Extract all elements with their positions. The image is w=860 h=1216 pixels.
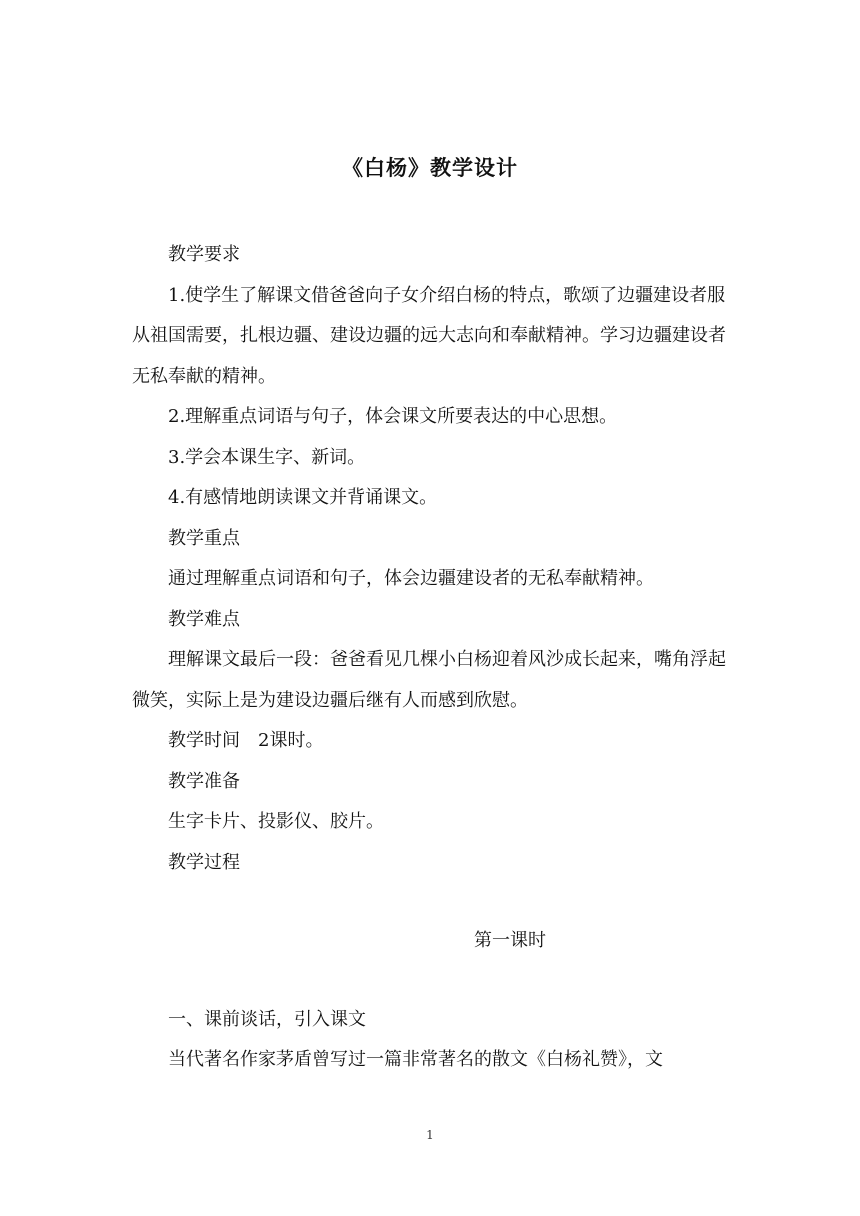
section-label-difficulties: 教学难点 xyxy=(168,608,240,630)
section-label-preparation: 教学准备 xyxy=(168,770,240,792)
requirement-item-1: 1.使学生了解课文借爸爸向子女介绍白杨的特点，歌颂了边疆建设者服从祖国需要，扎根边疆、建设边疆的远大志向和奉献精神。学习边疆建设者无私奉献的精神。 xyxy=(132,284,726,387)
document-title: 《白杨》教学设计 xyxy=(342,156,518,180)
section-label-teaching-requirements: 教学要求 xyxy=(168,244,240,265)
key-points-text: 通过理解重点词语和句子，体会边疆建设者的无私奉献精神。 xyxy=(168,568,654,589)
section-label-key-points: 教学重点 xyxy=(168,527,240,549)
lesson-heading: 第一课时 xyxy=(474,930,546,951)
step-text-1: 当代著名作家茅盾曾写过一篇非常著名的散文《白杨礼赞》，文 xyxy=(168,1049,663,1070)
preparation-text: 生字卡片、投影仪、胶片。 xyxy=(168,811,384,832)
requirement-item-4: 4.有感情地朗读课文并背诵课文。 xyxy=(168,487,438,508)
requirement-item-2: 2.理解重点词语与句子，体会课文所要表达的中心思想。 xyxy=(168,406,618,427)
document-body xyxy=(132,235,736,1081)
difficulties-text: 理解课文最后一段：爸爸看见几棵小白杨迎着风沙成长起来，嘴角浮起微笑，实际上是为建设边疆后继有人而感到欣慰。 xyxy=(132,649,726,711)
page-number: 1 xyxy=(426,1128,434,1142)
section-label-process: 教学过程 xyxy=(168,851,240,873)
step-heading-1: 一、课前谈话，引入课文 xyxy=(168,1008,366,1030)
teaching-time-text: 教学时间 2课时。 xyxy=(168,730,324,751)
requirement-item-3: 3.学会本课生字、新词。 xyxy=(168,446,366,468)
